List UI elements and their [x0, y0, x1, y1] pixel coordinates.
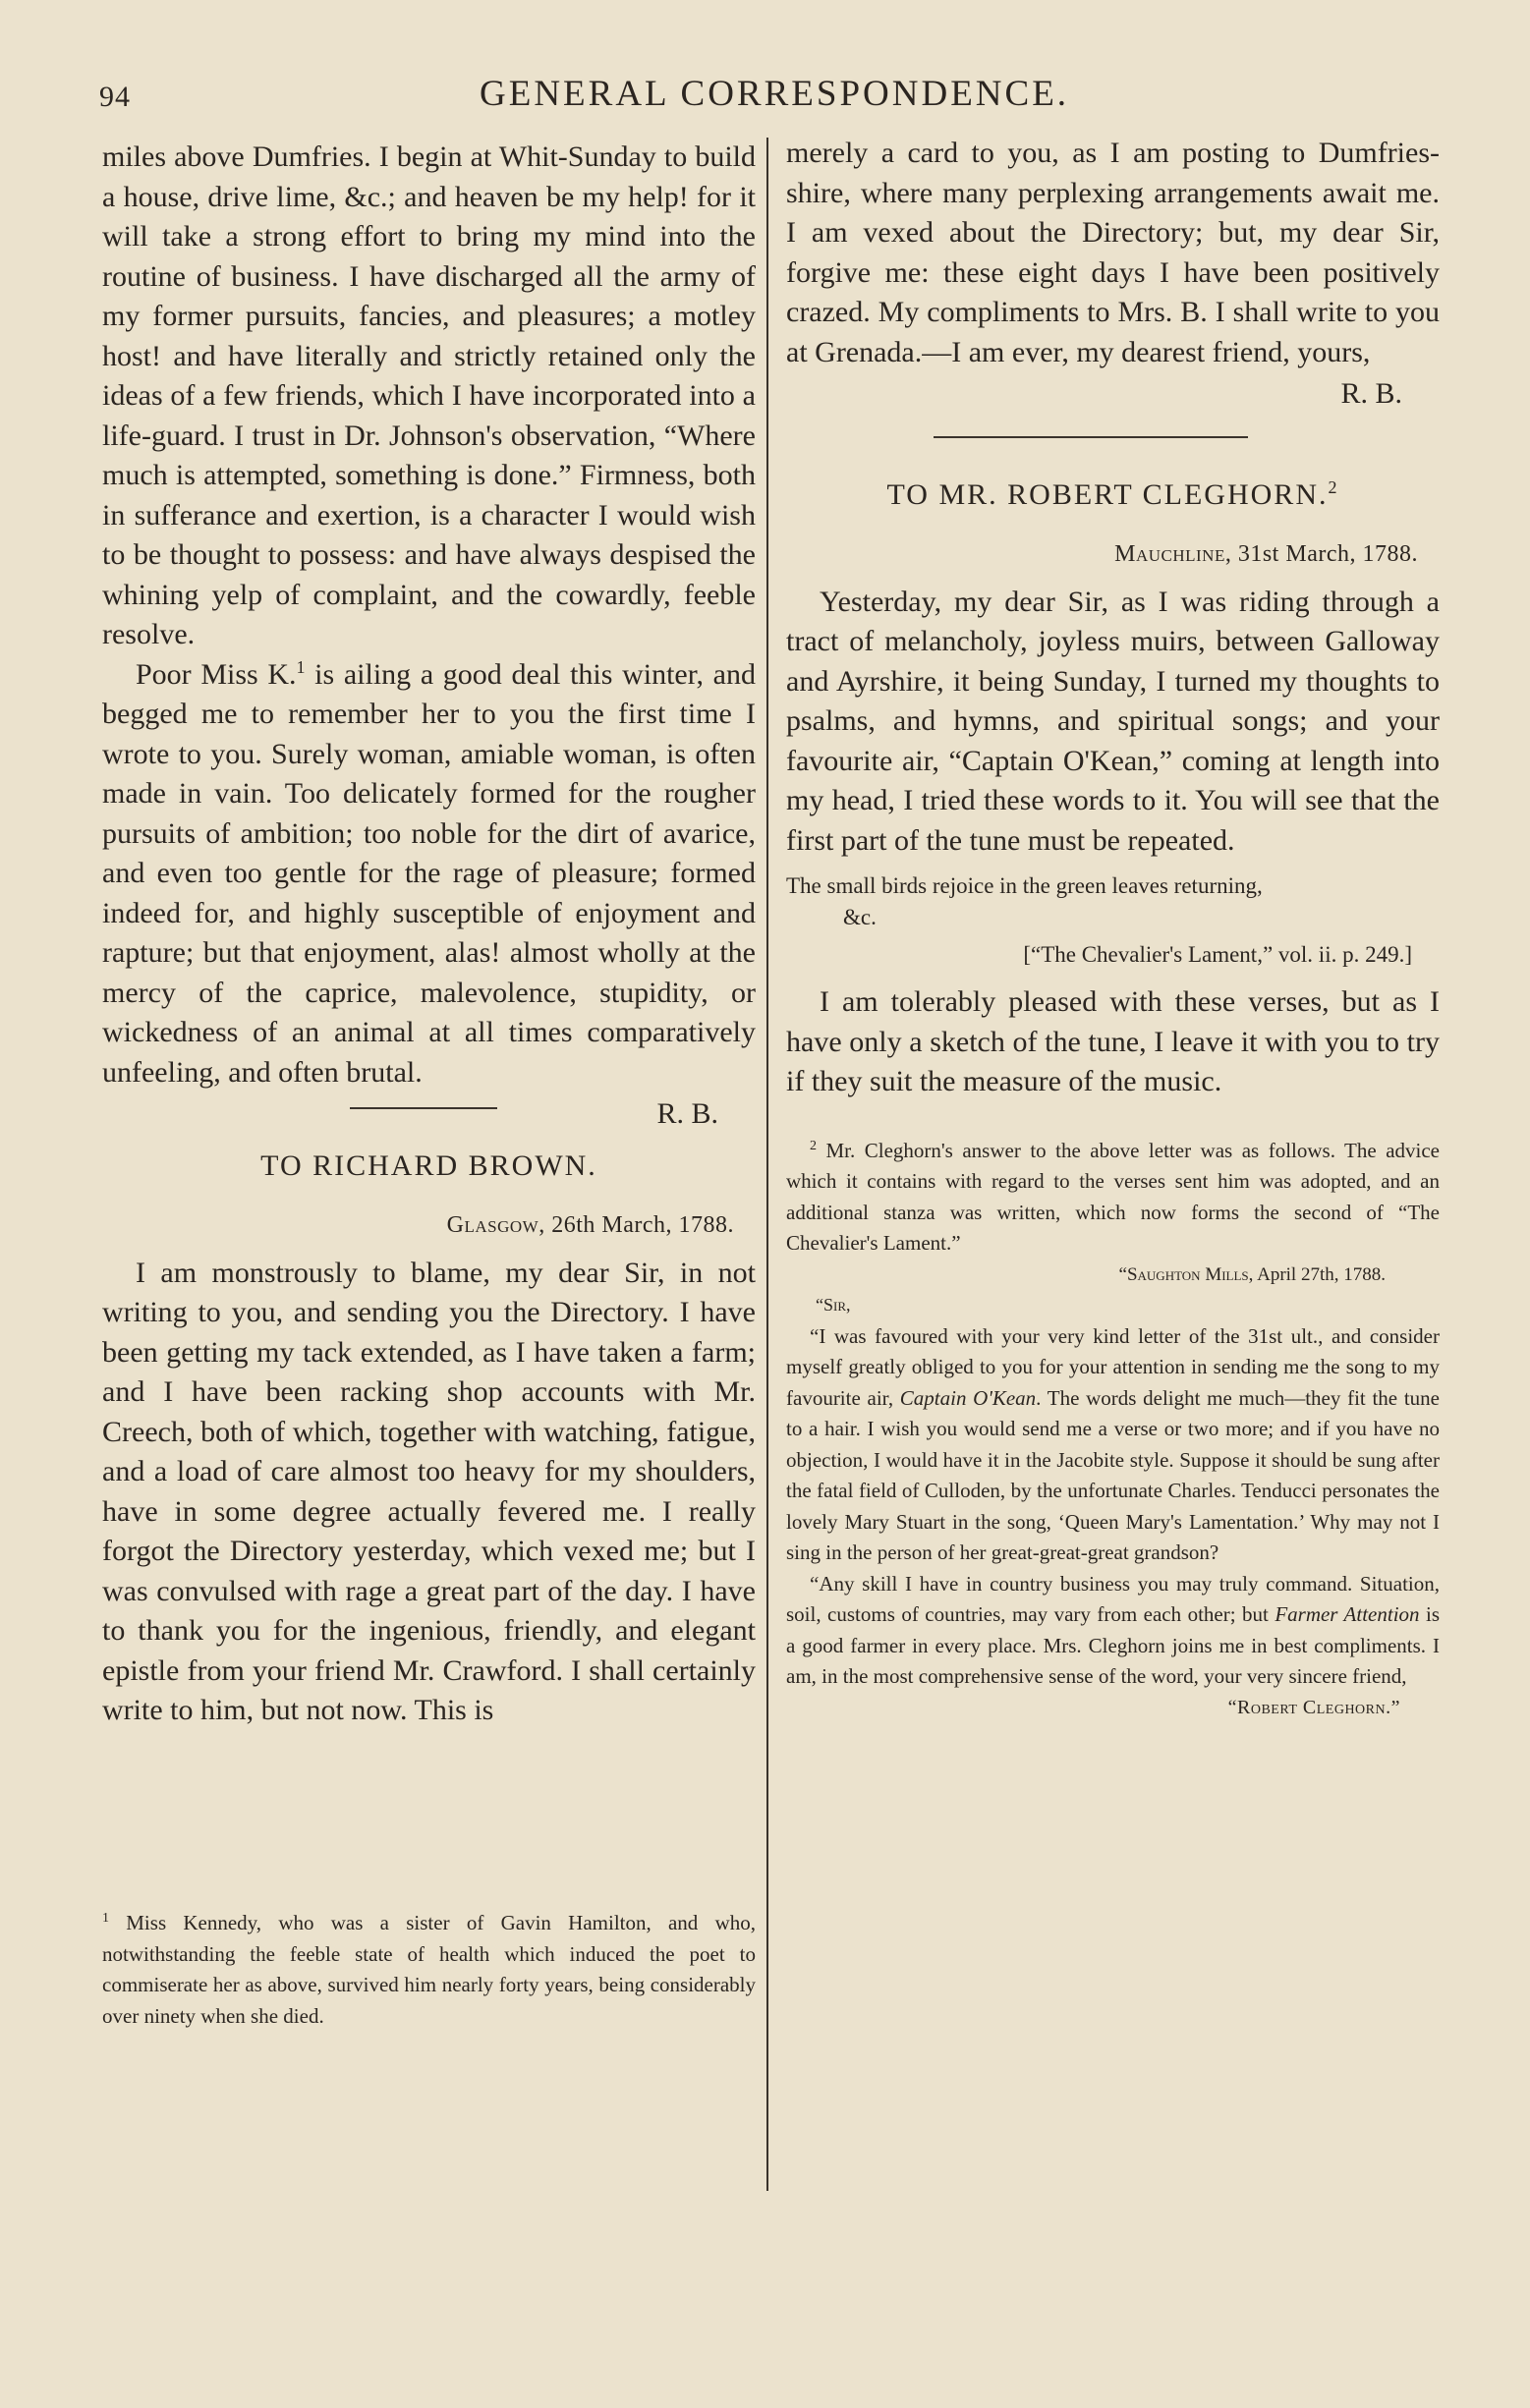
footnote-2-intro-text: Mr. Cleghorn's answer to the above letter was as follows. The advice which it contains with regard to the verses sent him was adopted, and an additional stanza was written, which now forms the second of “The Chevalier's Lament.”: [786, 1138, 1440, 1255]
footnote-2-address-date: , April 27th, 1788.: [1248, 1263, 1386, 1285]
verse-quote: [786, 870, 1440, 933]
footnote-2-address-place: “Saughton Mills: [1118, 1263, 1249, 1285]
section-rule-right: [934, 436, 1248, 438]
letter-body-richard-brown: I am monstrously to blame, my dear Sir, in not writing to you, and sending you the Directory. I have been getting my tack extended, as I have taken a farm; and I have been racking shop accounts with Mr. Creech, both of which, together with watching, fatigue, and a load of care almost too heavy for my shoulders, have in some degree actually fevered me. I really forgot the Directory yesterday, which vexed me; but I was convulsed with rage a great part of the day. I have to thank you for the ingenious, friendly, and elegant epistle from your friend Mr. Crawford. I shall certainly write to him, but not now. This is: [102, 1256, 756, 1726]
footnote-2-marker: 2: [810, 1138, 817, 1153]
section-rule: [350, 1107, 497, 1109]
letter-heading-cleghorn-text: TO MR. ROBERT CLEGHORN.: [886, 477, 1329, 511]
footnote-2-intro: [786, 1136, 1440, 1260]
footnote-1-text: Miss Kennedy, who was a sister of Gavin Hamilton, and who, notwithstanding the feeble state of health which induced the poet to commiserate her as above, survived him nearly forty years, being considerably over ninety when she died.: [102, 1911, 756, 2028]
right-column: [786, 134, 1440, 1723]
footnote-ref-1[interactable]: 1: [296, 656, 306, 677]
footnote-2-para-2-a: “Any skill I have in country business you may truly command. Situation, soil, customs of countries, may vary from each other; but: [786, 1571, 1440, 1626]
page-number: 94: [99, 81, 131, 113]
miss-k-text-rest: is ailing a good deal this winter, and begged me to remember her to you the first time I wrote to you. Surely woman, amiable woman, is often made in vain. Too delicately formed for the rougher pursuits of ambition; too noble for the dirt of avarice, and even too gentle for the rage of pleasure; formed indeed for, and highly susceptible of enjoyment and rapture; but that enjoyment, alas! almost wholly at the mercy of the caprice, malevolence, stupidity, or wickedness of an animal at all times comparatively unfeeling, and often brutal.: [102, 657, 756, 1089]
left-column: [102, 138, 756, 1731]
dateline-glasgow: [102, 1205, 756, 1246]
footnote-2-para-2: [786, 1569, 1440, 1693]
footnote-2-para-1-italic: Captain O'Kean: [899, 1385, 1037, 1410]
dateline-place-mauchline: Mauchline: [1114, 541, 1225, 567]
verse-line-1: The small birds rejoice in the green leaves returning,: [786, 873, 1263, 898]
letter-close-cleghorn: I am tolerably pleased with these verses, but as I have only a sketch of the tune, I leave it with you to try if they suit the measure of the music.: [786, 985, 1440, 1097]
letter-heading-richard-brown: TO RICHARD BROWN.: [260, 1148, 597, 1182]
letter-continued-paragraph: miles above Dumfries. I begin at Whit-Sunday to build a house, drive lime, &c.; and heaven be my help! for it will take a strong effort to bring my mind into the routine of business. I have discharged all the army of my former pursuits, fancies, and pleasures; a motley host! and have literally and strictly retained only the ideas of a few friends, which I have incorporated into a life-guard. I trust in Dr. Johnson's observation, “Where much is attempted, something is done.” Firmness, both in sufferance and exertion, is a character I would wish to be thought to possess: and have always despised the whining yelp of complaint, and the cowardly, feeble resolve.: [102, 140, 756, 650]
footnote-ref-2[interactable]: 2: [1328, 476, 1339, 497]
column-divider: [766, 138, 768, 2191]
footnote-2-para-1: [786, 1321, 1440, 1569]
dateline-place: Glasgow: [446, 1212, 539, 1238]
verse-reference: [“The Chevalier's Lament,” vol. ii. p. 249.]: [1023, 942, 1412, 967]
letter-body-cleghorn: Yesterday, my dear Sir, as I was riding through a tract of melancholy, joyless muirs, between Galloway and Ayrshire, it being Sunday, I turned my thoughts to psalms, and hymns, and spiritual songs; and your favourite air, “Captain O'Kean,” coming at length into my head, I tried these words to it. You will see that the first part of the tune must be repeated.: [786, 585, 1440, 857]
footnote-2-para-1-b: . The words delight me much—they fit the tune to a hair. I wish you would send me a verse or two more; and if you have no objection, I would have it in the Jacobite style. Suppose it should be sung after the fatal field of Culloden, by the unfortunate Charles. Tenducci personates the lovely Mary Stuart in the song, ‘Queen Mary's Lamentation.’ Why may not I sing in the person of her great-great-great grandson?: [786, 1385, 1440, 1564]
verse-line-2: &c.: [843, 905, 877, 929]
footnote-2-signature: “Robert Cleghorn.”: [1227, 1696, 1400, 1718]
letter-continued-right: merely a card to you, as I am posting to Dumfries-shire, where many perplexing arrangements await me. I am vexed about the Directory; but, my dear Sir, forgive me: these eight days I have been positively crazed. My compliments to Mrs. B. I shall write to you at Grenada.—I am ever, my dearest friend, yours,: [786, 137, 1440, 368]
footnote-2-para-2-italic: Farmer Attention: [1275, 1602, 1420, 1626]
footnote-2-para-2-b: is a good farmer in every place. Mrs. Cleghorn joins me in best compliments. I am, in the most comprehensive sense of the word, your very sincere friend,: [786, 1602, 1441, 1688]
footnote-1-marker: 1: [102, 1911, 109, 1926]
dateline-date-mauchline: , 31st March, 1788.: [1224, 541, 1418, 567]
footnote-2-para-1-a: “I was favoured with your very kind letter of the 31st ult., and consider myself greatly obliged to you for your attention in sending me the song to my favourite air,: [786, 1323, 1440, 1410]
running-title: GENERAL CORRESPONDENCE.: [480, 74, 1070, 114]
footnote-2: [786, 1136, 1440, 1724]
dateline-mauchline: [786, 534, 1440, 575]
footnote-1: [102, 1908, 756, 2032]
footnote-2-address: [786, 1260, 1440, 1291]
letter-heading-cleghorn: [786, 476, 1440, 516]
signature-rb-right: R. B.: [1340, 377, 1402, 410]
miss-k-paragraph: [102, 655, 756, 1093]
miss-k-text-start: Poor Miss K.: [136, 657, 297, 691]
footnote-2-salutation: “Sir,: [816, 1295, 851, 1315]
signature-rb: R. B.: [656, 1097, 718, 1130]
dateline-date: , 26th March, 1788.: [538, 1212, 734, 1238]
